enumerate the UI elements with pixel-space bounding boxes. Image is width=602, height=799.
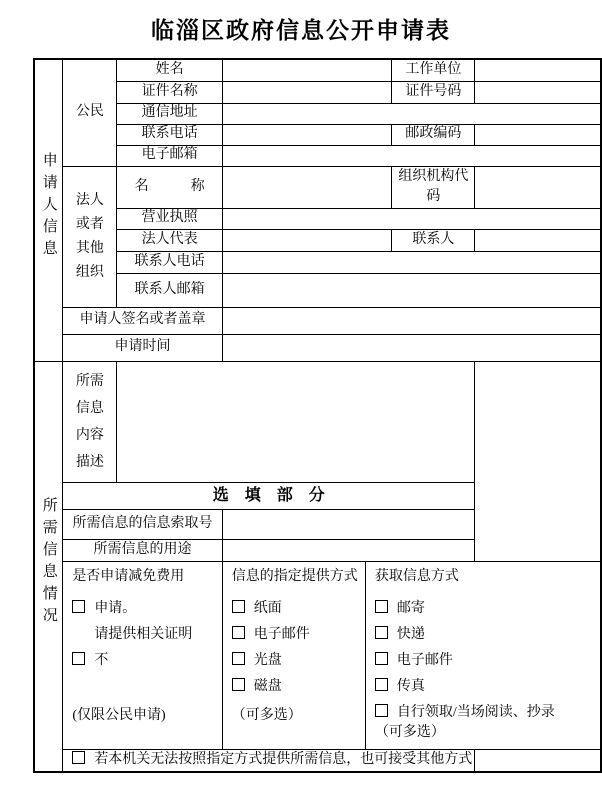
application-form-table — [33, 58, 602, 773]
obtain-mail-label: 邮寄 — [396, 600, 425, 616]
provide-option-paper — [232, 600, 361, 618]
provide-disk-checkbox[interactable] — [232, 678, 245, 691]
citizen-work-unit-input[interactable] — [475, 59, 601, 81]
provide-paper-checkbox[interactable] — [232, 600, 245, 613]
provide-cd-label: 光盘 — [253, 652, 282, 668]
description-label: 所需信息内容描述 — [63, 361, 117, 482]
provide-method-header: 信息的指定提供方式 — [231, 568, 358, 584]
fee-reduction-note: (仅限公民申请) — [72, 707, 166, 723]
fallback-row — [63, 749, 475, 772]
signature-label: 申请人签名或者盖章 — [63, 307, 222, 334]
citizen-email-input[interactable] — [222, 145, 601, 166]
fallback-label: 若本机关无法按照指定方式提供所需信息，也可接受其他方式 — [94, 751, 473, 767]
provide-method-cell — [222, 561, 365, 749]
page-title: 临淄区政府信息公开申请表 — [151, 18, 451, 43]
citizen-address-input[interactable] — [222, 103, 601, 124]
apply-time-input[interactable] — [222, 334, 601, 361]
citizen-postcode-input[interactable] — [475, 124, 601, 145]
provide-option-disk — [232, 678, 361, 696]
obtain-method-header: 获取信息方式 — [374, 568, 459, 584]
obtain-express-checkbox[interactable] — [375, 626, 388, 639]
citizen-email-label: 电子邮箱 — [117, 145, 222, 166]
index-number-label: 所需信息的信息索取号 — [63, 509, 222, 539]
obtain-option-email — [375, 652, 596, 670]
obtain-option-fax — [375, 678, 596, 696]
org-representative-label: 法人代表 — [117, 229, 222, 251]
fee-no-checkbox[interactable] — [72, 652, 85, 665]
purpose-input[interactable] — [222, 539, 475, 561]
obtain-fax-checkbox[interactable] — [375, 678, 388, 691]
provide-method-note: （可多选） — [231, 707, 302, 723]
section-applicant-label: 申请人信息 — [34, 59, 63, 361]
provide-paper-label: 纸面 — [253, 600, 282, 616]
org-contact-email-input[interactable] — [222, 273, 601, 307]
group-citizen-label: 公民 — [63, 59, 117, 166]
org-contact-label: 联系人 — [392, 229, 475, 251]
provide-email-label: 电子邮件 — [253, 626, 310, 642]
provide-option-cd — [232, 652, 361, 670]
obtain-email-checkbox[interactable] — [375, 652, 388, 665]
obtain-fax-label: 传真 — [396, 678, 425, 694]
apply-time-label: 申请时间 — [63, 334, 222, 361]
org-name-label: 名 称 — [117, 166, 222, 208]
org-contact-phone-label: 联系人电话 — [117, 251, 222, 273]
citizen-work-unit-label: 工作单位 — [392, 59, 475, 81]
citizen-name-input[interactable] — [222, 59, 392, 81]
optional-section-header: 选 填 部 分 — [63, 482, 475, 509]
fee-apply-label: 申请。 — [94, 600, 137, 616]
citizen-id-type-label: 证件名称 — [117, 81, 222, 103]
citizen-id-number-label: 证件号码 — [392, 81, 475, 103]
obtain-pickup-checkbox[interactable] — [375, 704, 388, 717]
signature-input[interactable] — [222, 307, 601, 334]
obtain-option-mail — [375, 600, 596, 618]
group-organization-label: 法人或者其他组织 — [63, 166, 117, 307]
org-contact-email-label: 联系人邮箱 — [117, 273, 222, 307]
citizen-phone-input[interactable] — [222, 124, 392, 145]
obtain-email-label: 电子邮件 — [396, 652, 453, 668]
fee-apply-note: 请提供相关证明 — [94, 626, 193, 642]
citizen-name-label: 姓名 — [117, 59, 222, 81]
citizen-id-type-input[interactable] — [222, 81, 392, 103]
org-code-label: 组织机构代码 — [392, 166, 475, 208]
citizen-postcode-label: 邮政编码 — [392, 124, 475, 145]
org-license-label: 营业执照 — [117, 208, 222, 229]
index-number-input[interactable] — [222, 509, 475, 539]
provide-option-email — [232, 626, 361, 644]
org-contact-input[interactable] — [475, 229, 601, 251]
obtain-option-express — [375, 626, 596, 644]
fee-reduction-cell — [63, 561, 222, 749]
citizen-phone-label: 联系电话 — [117, 124, 222, 145]
provide-cd-checkbox[interactable] — [232, 652, 245, 665]
obtain-pickup-label: 自行领取/当场阅读、抄录 — [396, 704, 555, 720]
obtain-option-pickup — [375, 704, 596, 722]
org-license-input[interactable] — [222, 208, 601, 229]
fallback-checkbox[interactable] — [72, 751, 85, 764]
fee-option-apply — [72, 600, 217, 618]
org-representative-input[interactable] — [222, 229, 392, 251]
fee-reduction-header: 是否申请减免费用 — [72, 568, 185, 584]
provide-disk-label: 磁盘 — [253, 678, 282, 694]
fee-no-label: 不 — [94, 652, 109, 668]
obtain-method-note: （可多选） — [374, 724, 445, 740]
section-required-info-label: 所需信息情况 — [34, 361, 63, 772]
purpose-label: 所需信息的用途 — [63, 539, 222, 561]
citizen-id-number-input[interactable] — [475, 81, 601, 103]
org-name-input[interactable] — [222, 166, 392, 208]
obtain-express-label: 快递 — [396, 626, 425, 642]
citizen-address-label: 通信地址 — [117, 103, 222, 124]
obtain-mail-checkbox[interactable] — [375, 600, 388, 613]
description-input[interactable] — [117, 361, 475, 482]
fee-apply-checkbox[interactable] — [72, 600, 85, 613]
org-code-input[interactable] — [475, 166, 601, 208]
fee-option-no — [72, 652, 217, 670]
obtain-method-cell — [365, 561, 601, 749]
org-contact-phone-input[interactable] — [222, 251, 601, 273]
provide-email-checkbox[interactable] — [232, 626, 245, 639]
